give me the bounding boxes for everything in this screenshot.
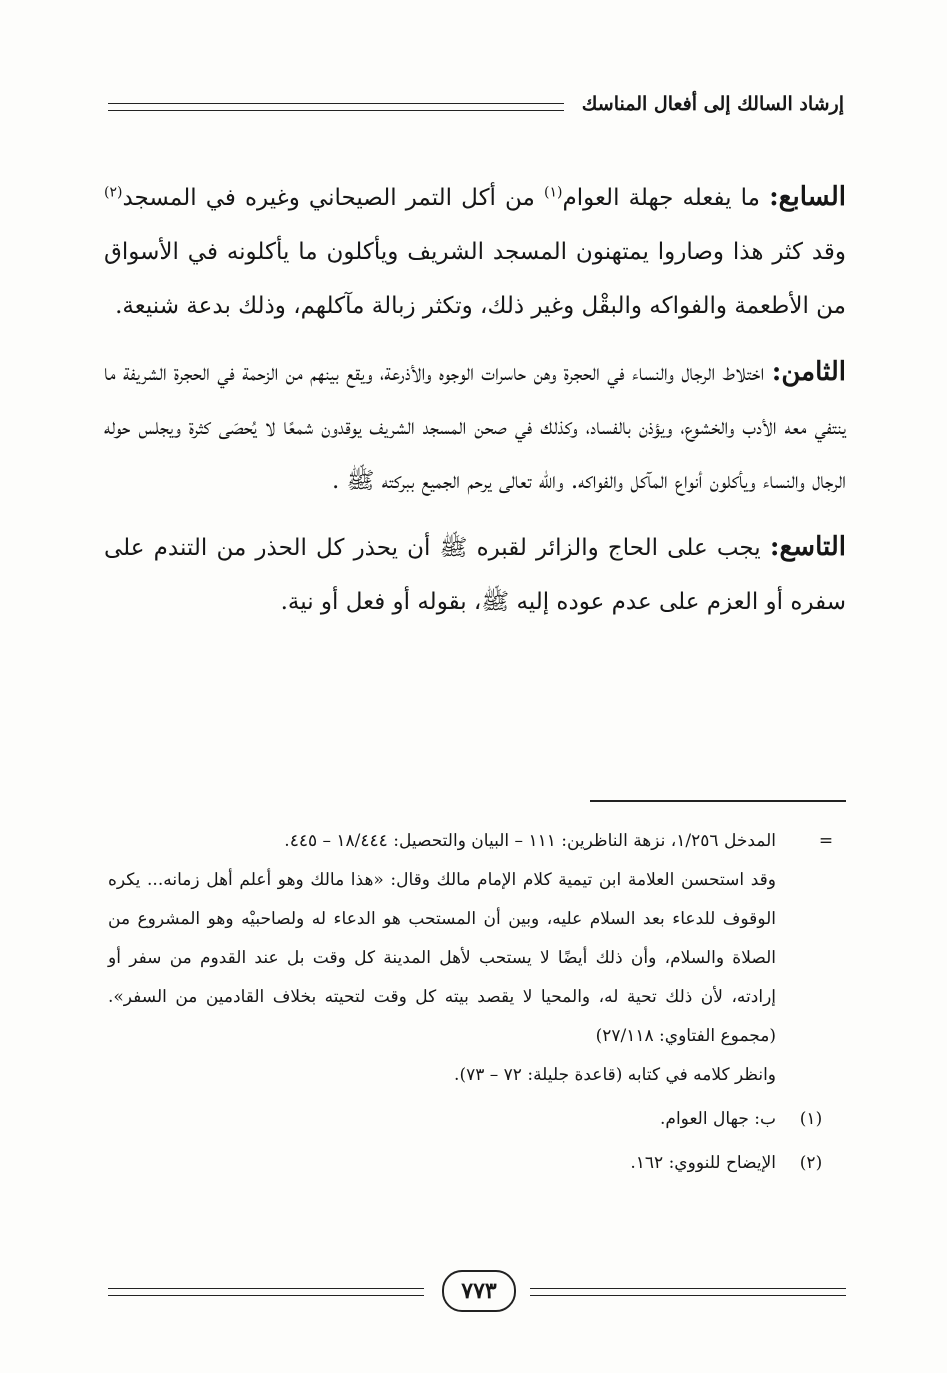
- page-footer: [108, 1270, 846, 1314]
- footnote-ref-1: (١): [543, 184, 563, 201]
- main-text: [104, 170, 846, 641]
- footnote-continuation: [108, 822, 846, 1095]
- continuation-mark: =: [818, 831, 834, 851]
- paragraph-lead: الثامن:: [771, 357, 846, 387]
- paragraph-ninth: [104, 520, 846, 629]
- paragraph-text: من أكل التمر الصيحاني وغيره في المسجد: [122, 185, 544, 211]
- header-double-rule: [108, 103, 564, 111]
- footnote-1: [108, 1099, 846, 1139]
- paragraph-text: اختلاط الرجال والنساء في الحجرة وهن حاسرات الوجوه والأذرعة، ويقع بينهم من الزحمة في الحجرة الشريفة ما ينتفي معه الأدب والخشوع، ويؤذن بالفساد، وكذلك في صحن المسجد الشريف يوقدون شمعًا لا يُحصَى كثرة ويجلس حوله الرجال والنساء ويأكلون أنواع المآكل والفواكه. والله تعالى يرحم الجميع ببركته ﷺ .: [104, 360, 846, 494]
- footnote-line: وقد استحسن العلامة ابن تيمية كلام الإمام مالك وقال: «هذا مالك وهو أعلم أهل زمانه... يكره الوقوف للدعاء بعد السلام عليه، وبين أن المستحب هو الدعاء له ولصاحبيْه وهو المشروع من الصلاة والسلام، وأن ذلك أيضًا لا يستحب لأهل المدينة كل وقت بل عند القدوم من سفر أو إرادته، لأن ذلك تحية له، والمحيا لا يقصد بيته كل وقت لتحيته بخلاف القادمين من السفر». (مجموع الفتاوي: ٢٧/١١٨): [108, 870, 776, 1046]
- paragraph-lead: التاسع:: [769, 532, 846, 562]
- footnote-number: (٢): [799, 1153, 823, 1173]
- paragraph-text: يجب على الحاج والزائر لقبره ﷺ أن يحذر كل الحذر من التندم على سفره أو العزم على عدم عوده إليه ﷺ، بقوله أو فعل أو نية.: [104, 535, 846, 615]
- paragraph-eighth: [104, 345, 846, 508]
- paragraph-lead: السابع:: [769, 182, 847, 212]
- paragraph-seventh: [104, 170, 846, 333]
- footnote-number: (١): [799, 1109, 823, 1129]
- footer-rule-right: [530, 1288, 846, 1296]
- footnote-text: ب: جهال العوام.: [660, 1109, 776, 1129]
- paragraph-text: ما يفعله جهلة العوام: [562, 185, 770, 211]
- footnote-line: المدخل ١/٢٥٦، نزهة الناظرين: ١١١ – البيان والتحصيل: ١٨/٤٤٤ – ٤٤٥.: [284, 831, 776, 851]
- footer-rule-left: [108, 1288, 424, 1296]
- footnotes: [108, 822, 846, 1183]
- paragraph-text: وقد كثر هذا وصاروا يمتهنون المسجد الشريف ويأكلون ما يأكلونه في الأسواق من الأطعمة والفواكه والبقْل وغير ذلك، وتكثر زبالة مآكلهم، وذلك بدعة شنيعة.: [104, 239, 846, 319]
- footnote-text: الإيضاح للنووي: ١٦٢.: [630, 1153, 776, 1173]
- footnote-separator: [590, 800, 846, 802]
- running-header: [108, 88, 844, 120]
- footnote-2: [108, 1143, 846, 1183]
- footnote-ref-2: (٢): [104, 184, 123, 201]
- footnote-line: وانظر كلامه في كتابه (قاعدة جليلة: ٧٢ – ٧٣).: [454, 1065, 776, 1085]
- running-header-title: إرشاد السالك إلى أفعال المناسك: [581, 93, 844, 115]
- page-number: ٧٧٣: [442, 1270, 516, 1312]
